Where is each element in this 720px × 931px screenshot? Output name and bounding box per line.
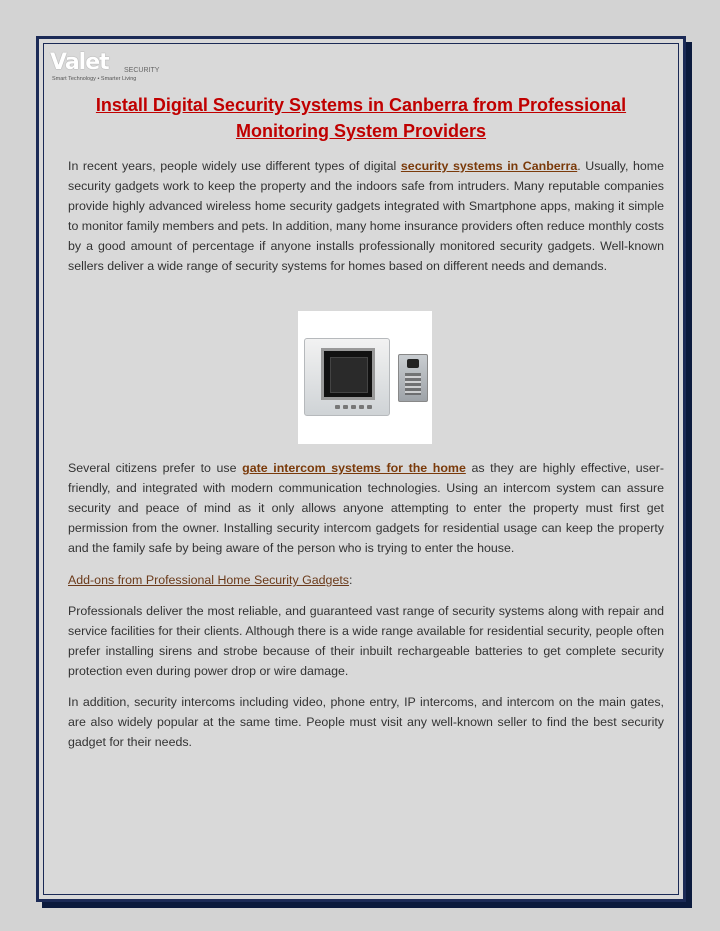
paragraph-intercoms: In addition, security intercoms including video, phone entry, IP intercoms, and intercom on the main gates, are also widely popular at the same time. People must visit any well-known seller to find the best security gadget for their needs.: [68, 695, 664, 749]
addons-heading: Add-ons from Professional Home Security Gadgets: [68, 573, 349, 587]
door-station-unit: [398, 354, 428, 402]
document-page: [36, 36, 686, 902]
security-systems-link[interactable]: security systems in Canberra: [400, 159, 578, 173]
keypad-icon: [405, 373, 421, 395]
subheading-addons: Add-ons from Professional Home Security Gadgets:: [68, 573, 353, 587]
monitor-buttons: [335, 405, 383, 409]
logo-right-text: SECURITY: [124, 67, 160, 74]
logo-tagline: Smart Technology • Smarter Living: [52, 76, 137, 82]
logo-wordmark: Valet: [50, 50, 109, 75]
intercom-monitor-panel: [304, 338, 390, 416]
paragraph-intercom: Several citizens prefer to use gate intercom systems for the home as they are highly effective, user-friendly, and integrated with modern communication technologies. Using an intercom system can assure security and peace of mind as it only allows anyone attempting to enter the property must first get permission from the owner. Installing security intercom gadgets for residential usage can keep the property and the family safe by being aware of the person who is trying to enter the house.: [68, 461, 664, 555]
page-border: [43, 43, 679, 895]
company-logo: [50, 50, 210, 86]
gate-intercom-link[interactable]: gate intercom systems for the home: [242, 461, 466, 475]
camera-icon: [407, 359, 419, 368]
paragraph-intro: In recent years, people widely use different types of digital security systems in Canberra. Usually, home security gadgets work to keep the property and the indoors safe from intruders. Many reputable companies provide highly advanced wireless home security gadgets integrated with Smartphone apps, making it simple to monitor family members and pets. In addition, many home insurance providers often reduce monthly costs by a good amount of percentage if anyone installs professionally monitored security gadgets. Well-known sellers deliver a wide range of security systems for homes based on different needs and demands.: [68, 159, 664, 273]
monitor-screen: [321, 348, 375, 400]
paragraph-professionals: Professionals deliver the most reliable, and guaranteed vast range of security systems along with repair and service facilities for their clients. Although there is a wide range available for residential security, people often prefer installing sirens and strobe because of their inbuilt rechargeable batteries to get complete security protection even during power drop or wire damage.: [68, 604, 664, 678]
page-title: Install Digital Security Systems in Canberra from Professional Monitoring System Providers: [95, 95, 627, 141]
intercom-product-image: [298, 311, 432, 444]
